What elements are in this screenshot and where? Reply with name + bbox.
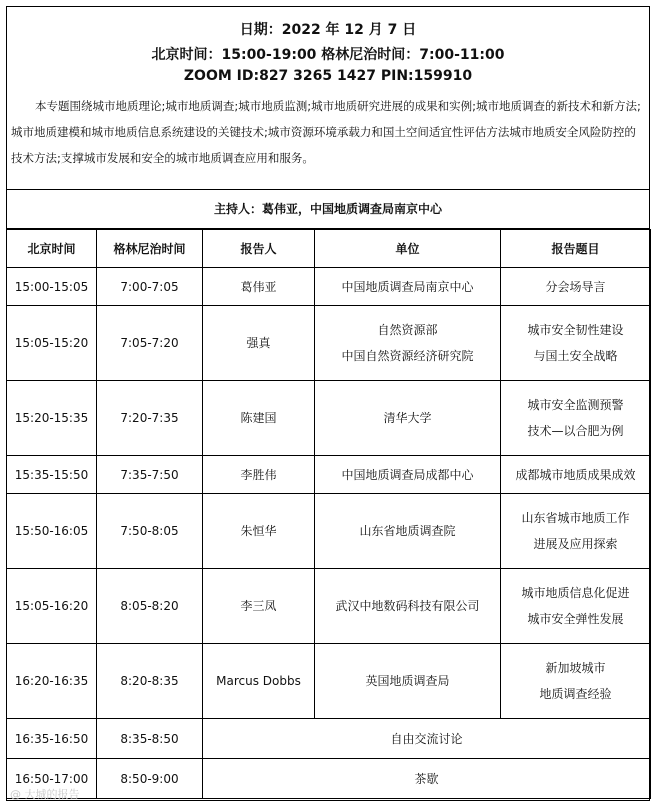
col-header-title: 报告题目: [501, 230, 651, 268]
speaker-cell: 朱恒华: [203, 494, 315, 569]
unit-line: 山东省地质调查院: [359, 524, 456, 538]
table-row: [7, 381, 651, 456]
table-row: [7, 268, 651, 306]
beijing-time-cell: 16:20-16:35: [7, 644, 97, 719]
unit-line: 中国地质调查局南京中心: [341, 279, 474, 294]
unit-cell: [315, 456, 501, 494]
unit-cell: [315, 306, 501, 381]
beijing-time-cell: 15:05-15:20: [7, 306, 97, 381]
title-line: 山东省城市地质工作: [521, 511, 630, 525]
unit-line: 中国地质调查局成都中心: [341, 467, 474, 482]
unit-line: 自然资源部: [377, 323, 438, 337]
table-row: [7, 494, 651, 569]
host-line: 主持人：葛伟亚，中国地质调查局南京中心: [7, 190, 649, 229]
beijing-time-cell: 15:50-16:05: [7, 494, 97, 569]
date-line: 日期：2022 年 12 月 7 日: [239, 22, 417, 38]
gmt-time-cell: 8:20-8:35: [97, 644, 203, 719]
agenda-frame: [6, 6, 650, 801]
beijing-time-cell: 16:50-17:00: [7, 759, 97, 799]
session-label-cell: 自由交流讨论: [203, 719, 651, 759]
title-line: 与国土安全战略: [533, 349, 618, 363]
title-cell: [501, 494, 651, 569]
title-line: 城市地质信息化促进: [521, 586, 630, 600]
title-line: 地质调查经验: [539, 687, 612, 701]
unit-line: 武汉中地数码科技有限公司: [335, 599, 480, 613]
gmt-time-cell: 8:05-8:20: [97, 569, 203, 644]
agenda-header: [7, 7, 649, 190]
title-line: 城市安全韧性建设: [527, 323, 624, 337]
col-header-unit: 单位: [315, 230, 501, 268]
title-line: 成都城市地质成果成效: [515, 467, 636, 482]
title-cell: [501, 381, 651, 456]
gmt-time-cell: 7:20-7:35: [97, 381, 203, 456]
speaker-cell: 葛伟亚: [203, 268, 315, 306]
zoom-line: ZOOM ID:827 3265 1427 PIN:159910: [183, 68, 473, 84]
speaker-cell: 强真: [203, 306, 315, 381]
speaker-cell: 李三凤: [203, 569, 315, 644]
table-row: [7, 644, 651, 719]
col-header-gmt-time: 格林尼治时间: [97, 230, 203, 268]
title-line: 城市安全监测预警: [527, 398, 624, 412]
title-line: 城市安全弹性发展: [527, 612, 624, 626]
beijing-time-cell: 15:20-15:35: [7, 381, 97, 456]
title-line: 分会场导言: [545, 279, 606, 294]
beijing-time-cell: 16:35-16:50: [7, 719, 97, 759]
speaker-cell: Marcus Dobbs: [203, 644, 315, 719]
beijing-time-cell: 15:35-15:50: [7, 456, 97, 494]
intro-paragraph: 本专题围绕城市地质理论;城市地质调查;城市地质监测;城市地质研究进展的成果和实例;城市地质调查的新技术和新方法;城市地质建模和城市地质信息系统建设的关键技术;城市资源环境承载力和国土空间适宜性评估方法城市地质安全风险防控的技术方法;支撑城市发展和安全的城市地质调查应用和服务。: [11, 99, 641, 165]
gmt-time-cell: 8:35-8:50: [97, 719, 203, 759]
title-cell: [501, 306, 651, 381]
unit-cell: [315, 268, 501, 306]
title-cell: [501, 644, 651, 719]
gmt-time-cell: 7:05-7:20: [97, 306, 203, 381]
unit-cell: [315, 569, 501, 644]
title-line: 进展及应用探索: [533, 537, 618, 551]
unit-line: 清华大学: [383, 411, 432, 425]
session-label-cell: 茶歇: [203, 759, 651, 799]
watermark: @ 大城的报告: [10, 788, 80, 801]
title-cell: [501, 268, 651, 306]
table-row: [7, 569, 651, 644]
agenda-table: [6, 229, 651, 799]
gmt-time-cell: 7:00-7:05: [97, 268, 203, 306]
table-row-special: [7, 759, 651, 799]
table-header-row: [7, 230, 651, 268]
table-row-special: [7, 719, 651, 759]
speaker-cell: 李胜伟: [203, 456, 315, 494]
beijing-time-cell: 15:05-16:20: [7, 569, 97, 644]
beijing-time-cell: 15:00-15:05: [7, 268, 97, 306]
col-header-beijing-time: 北京时间: [7, 230, 97, 268]
col-header-speaker: 报告人: [203, 230, 315, 268]
unit-cell: [315, 381, 501, 456]
title-line: 新加坡城市: [545, 661, 606, 675]
time-line: 北京时间：15:00-19:00 格林尼治时间：7:00-11:00: [151, 47, 505, 63]
unit-cell: [315, 644, 501, 719]
speaker-cell: 陈建国: [203, 381, 315, 456]
gmt-time-cell: 8:50-9:00: [97, 759, 203, 799]
gmt-time-cell: 7:35-7:50: [97, 456, 203, 494]
table-row: [7, 456, 651, 494]
agenda-body: [7, 268, 651, 799]
title-cell: [501, 569, 651, 644]
gmt-time-cell: 7:50-8:05: [97, 494, 203, 569]
unit-cell: [315, 494, 501, 569]
unit-line: 中国自然资源经济研究院: [341, 349, 474, 363]
title-cell: [501, 456, 651, 494]
unit-line: 英国地质调查局: [365, 674, 450, 688]
table-row: [7, 306, 651, 381]
title-line: 技术—以合肥为例: [527, 424, 624, 438]
